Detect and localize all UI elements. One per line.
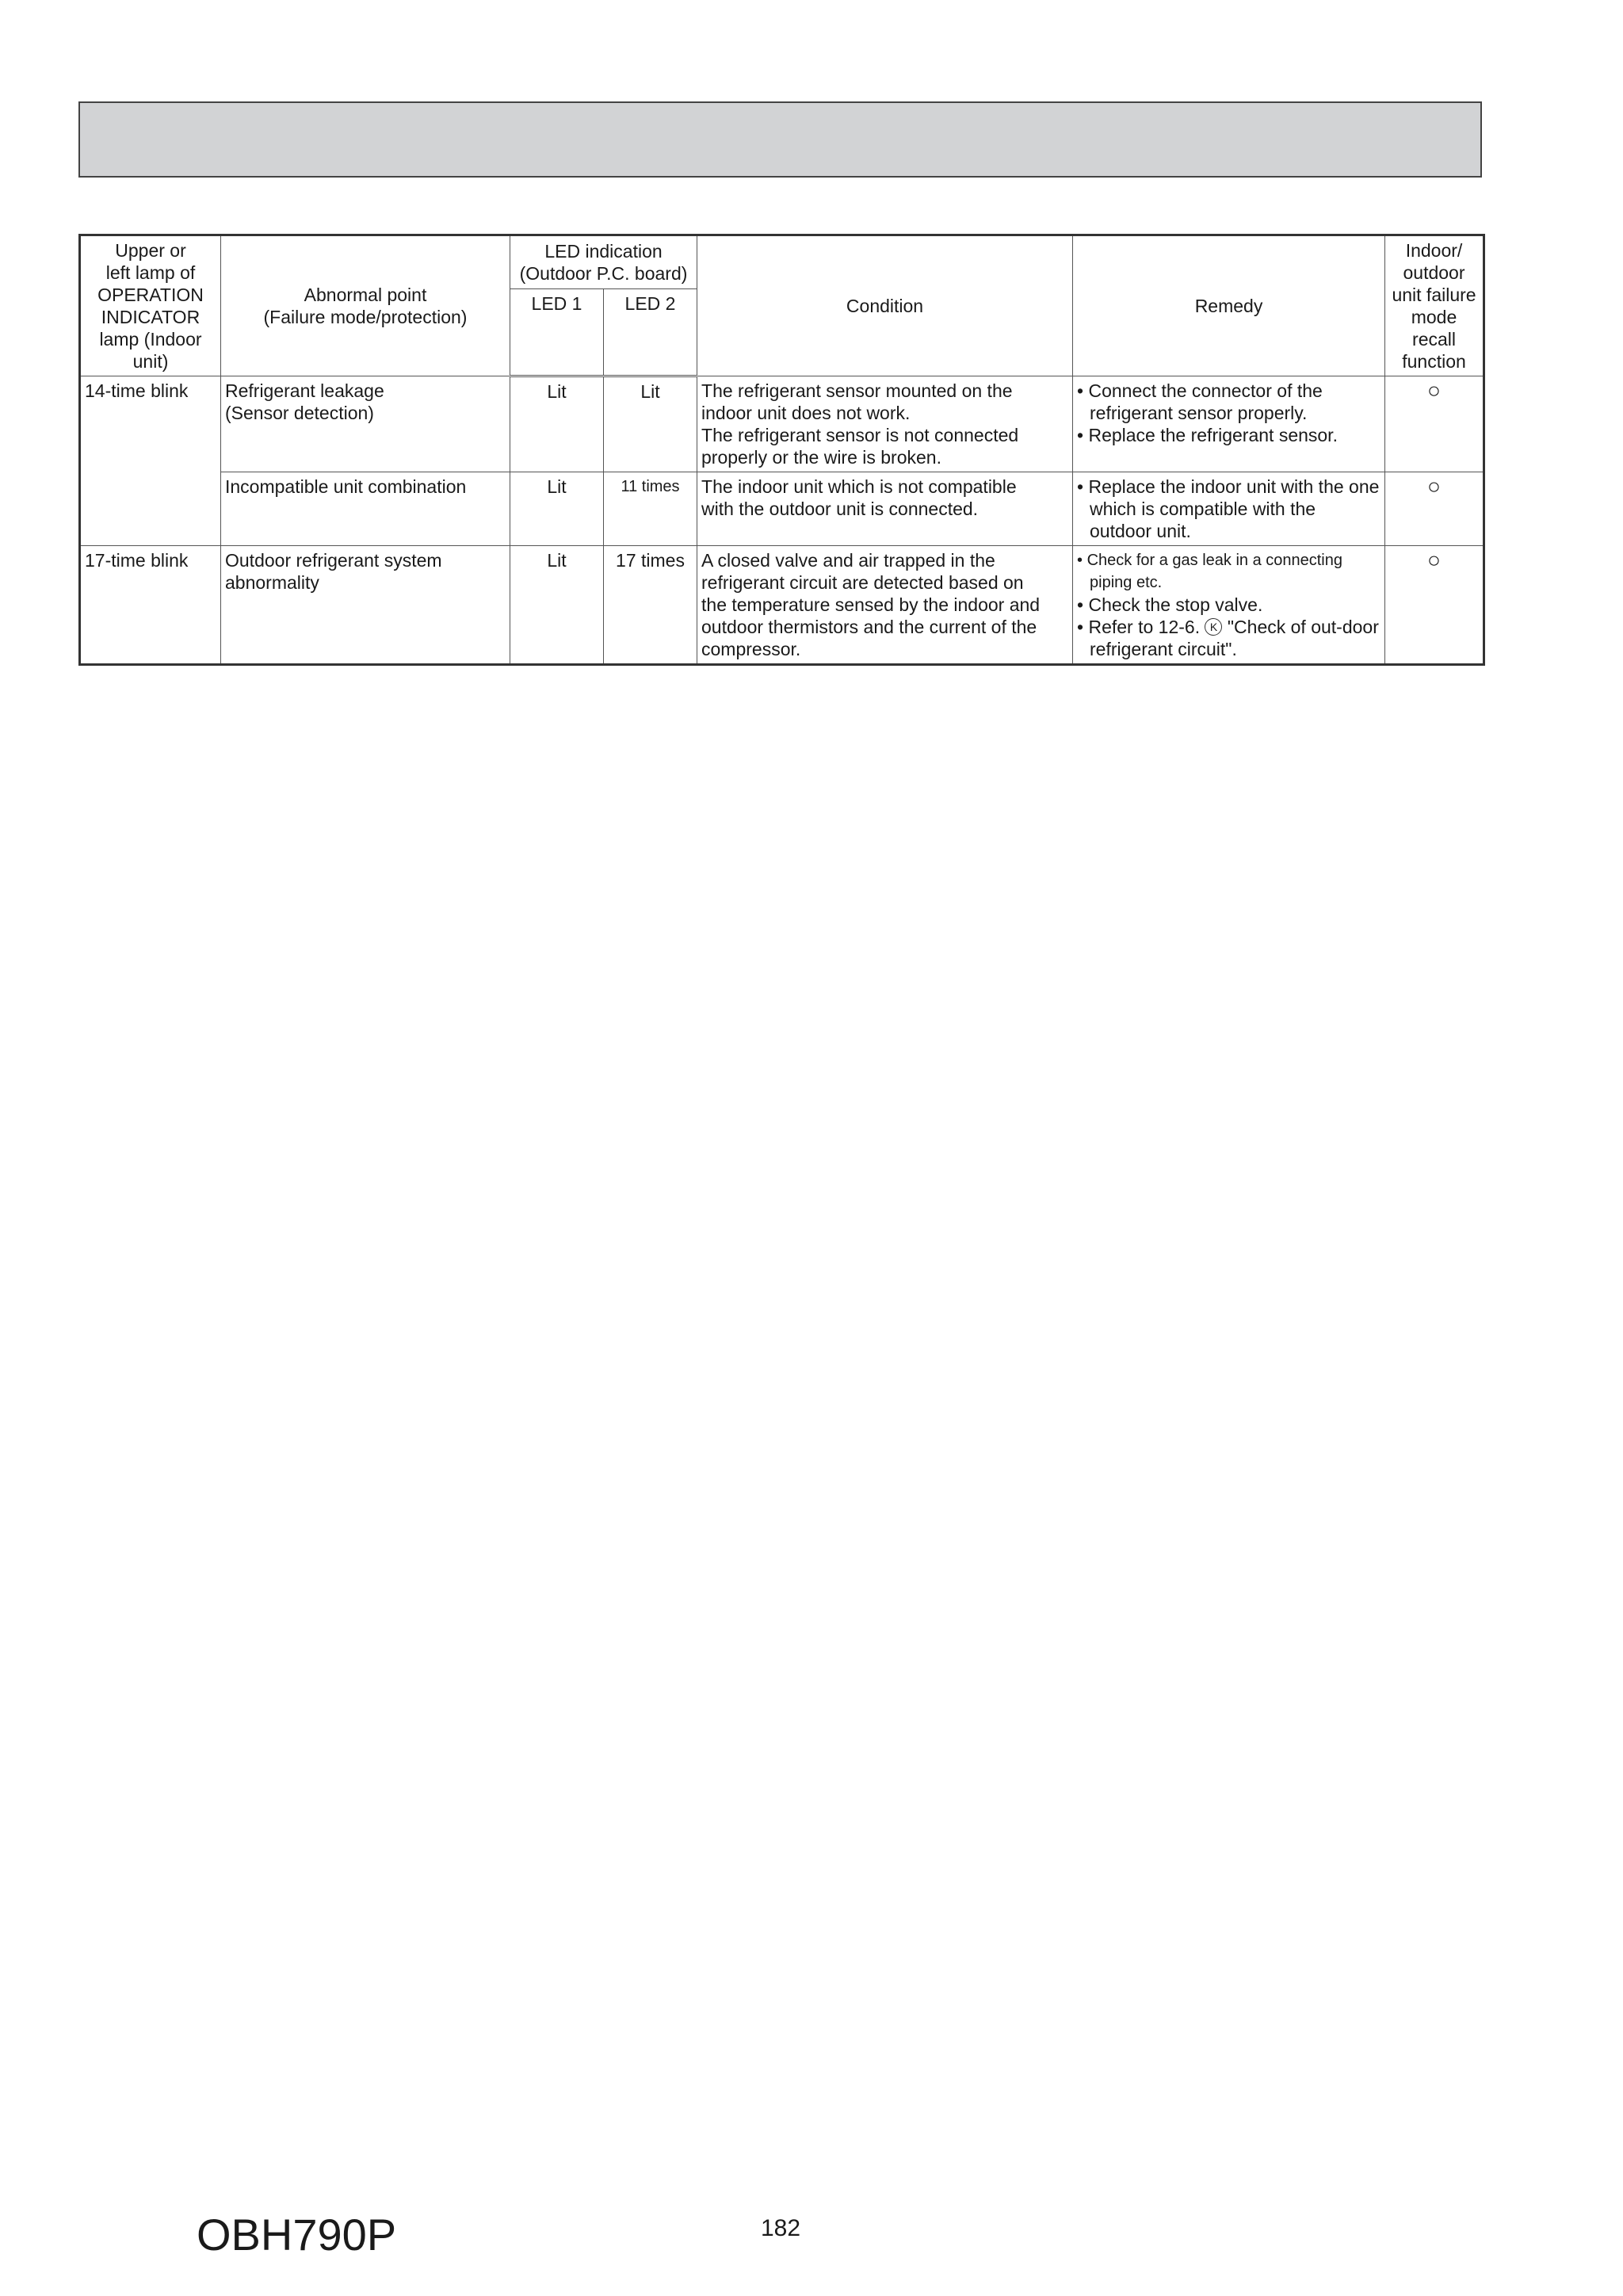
header-lamp: Upper or left lamp of OPERATION INDICATOR lamp (Indoor unit): [80, 235, 221, 376]
header-abnormal-point: Abnormal point (Failure mode/protection): [221, 235, 510, 376]
section-header-bar: [78, 101, 1482, 178]
table-header-row: [80, 235, 1484, 289]
recall-cell: [1385, 546, 1484, 665]
header-condition: Condition: [697, 235, 1073, 376]
condition-cell: The refrigerant sensor mounted on the indoor unit does not work. The refrigerant sensor is not connected properly or the wire is broken.: [697, 376, 1073, 472]
header-recall-function: Indoor/ outdoor unit failure mode recall function: [1385, 235, 1484, 376]
remedy-cell: • Connect the connector of the refrigerant sensor properly. • Replace the refrigerant sensor.: [1073, 376, 1385, 472]
header-remedy: Remedy: [1073, 235, 1385, 376]
header-led1: LED 1: [510, 289, 604, 376]
led1-cell: Lit: [510, 376, 604, 472]
header-led-indication: LED indication (Outdoor P.C. board): [510, 235, 697, 289]
condition-cell: The indoor unit which is not compatible with the outdoor unit is connected.: [697, 472, 1073, 546]
table-row: [80, 376, 1484, 472]
table-row: [80, 546, 1484, 665]
abnormal-cell: Outdoor refrigerant system abnormality: [221, 546, 510, 665]
led1-cell: Lit: [510, 546, 604, 665]
remedy-cell: • Check for a gas leak in a connecting piping etc. • Check the stop valve. • Refer to 12-6. K "Check of out-door refrigerant circuit".: [1073, 546, 1385, 665]
led2-cell: 17 times: [604, 546, 697, 665]
lamp-cell: 17-time blink: [80, 546, 221, 665]
circled-k-icon: K: [1205, 618, 1222, 636]
led2-cell: Lit: [604, 376, 697, 472]
recall-cell: [1385, 472, 1484, 546]
abnormal-cell: Incompatible unit combination: [221, 472, 510, 546]
led2-cell: 11 times: [604, 472, 697, 546]
remedy-cell: • Replace the indoor unit with the one which is compatible with the outdoor unit.: [1073, 472, 1385, 546]
circle-mark-icon: ○: [1427, 548, 1441, 572]
header-led2: LED 2: [604, 289, 697, 376]
lamp-cell: 14-time blink: [80, 376, 221, 546]
page-number: 182: [761, 2215, 801, 2241]
condition-cell: A closed valve and air trapped in the refrigerant circuit are detected based on the temperature sensed by the indoor and outdoor thermistors and the current of the compressor.: [697, 546, 1073, 665]
model-number: OBH790P: [197, 2210, 397, 2260]
led1-cell: Lit: [510, 472, 604, 546]
circle-mark-icon: ○: [1427, 378, 1441, 403]
recall-cell: [1385, 376, 1484, 472]
circle-mark-icon: ○: [1427, 474, 1441, 499]
table-row: [80, 472, 1484, 546]
trouble-table: [78, 234, 1485, 666]
abnormal-cell: Refrigerant leakage (Sensor detection): [221, 376, 510, 472]
